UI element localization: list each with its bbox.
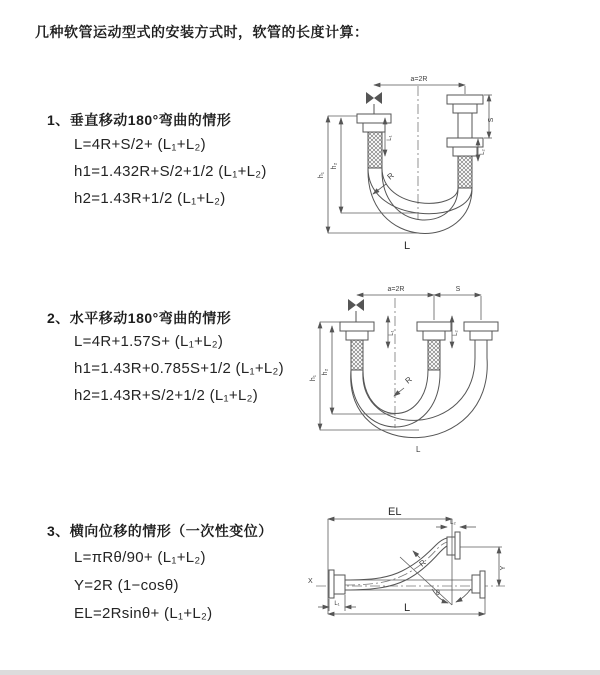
dim-label-span: a=2R xyxy=(387,286,405,293)
dim-label-fitting-left: L₁ xyxy=(334,601,340,607)
dim-label-length: L xyxy=(404,602,411,614)
dim-label-h1: h₁ xyxy=(318,171,325,179)
angle-label: θ xyxy=(436,590,440,597)
dimension-travel-s xyxy=(434,286,481,320)
left-flange xyxy=(329,570,345,598)
section-2-formula-L: L=4R+1.57S+ (L₁+L₂) xyxy=(74,333,224,350)
diagram-lateral-displacement xyxy=(300,495,600,665)
diagram-horizontal-180-bend xyxy=(300,278,600,468)
dim-label-length: L xyxy=(416,445,421,454)
valve-icon xyxy=(366,92,382,104)
dimension-span xyxy=(357,286,434,320)
dim-label-fitting-right: L₂ xyxy=(450,520,456,526)
dimension-el xyxy=(328,506,452,614)
dim-label-travel: S xyxy=(488,117,495,123)
hose-displaced-position xyxy=(345,532,460,590)
dim-label-travel: S xyxy=(455,286,461,293)
valve-icon xyxy=(348,299,364,311)
radius-label: R xyxy=(403,374,414,386)
hose-arcs xyxy=(368,168,472,233)
dim-label-fitting-right: L₂ xyxy=(453,330,459,336)
axis-mark-label: X xyxy=(308,578,313,585)
dimension-length xyxy=(328,598,485,614)
dimension-fitting-right xyxy=(452,316,459,348)
page-title: 几种软管运动型式的安装方式时，软管的长度计算： xyxy=(35,24,369,40)
radius-callout xyxy=(413,551,428,569)
left-pipe-leg xyxy=(340,299,374,370)
section-1-formula-h2: h2=1.43R+1/2 (L₁+L₂) xyxy=(74,190,226,207)
middle-pipe-leg xyxy=(417,322,451,370)
section-3-formula-L: L=πRθ/90+ (L₁+L₂) xyxy=(74,549,206,566)
dim-label-offset: Y xyxy=(500,565,507,571)
section-1-formula-L: L=4R+S/2+ (L₁+L₂) xyxy=(74,136,206,153)
braid-section xyxy=(458,156,472,188)
dim-label-span: a=2R xyxy=(410,76,428,83)
braid-section xyxy=(428,340,440,370)
section-3-formula-Y: Y=2R (1−cosθ) xyxy=(74,577,179,594)
section-2-heading: 2、水平移动180°弯曲的情形 xyxy=(47,310,232,326)
radius-callout xyxy=(394,375,414,396)
dim-label-fitting-left: L₁ xyxy=(387,135,393,141)
radius-label: R xyxy=(385,170,396,182)
left-pipe-leg xyxy=(357,92,391,168)
dim-label-h2: h₂ xyxy=(331,162,338,170)
page-bottom-edge xyxy=(0,670,600,675)
end-flange xyxy=(455,532,460,559)
dim-label-fitting-left: L₁ xyxy=(389,330,395,336)
dimension-travel-s xyxy=(484,95,495,138)
braid-section xyxy=(351,340,363,370)
dimension-span xyxy=(374,76,465,94)
dim-label-length: L xyxy=(404,240,411,252)
dim-label-el: EL xyxy=(388,506,402,518)
diagram-vertical-180-bend xyxy=(308,68,558,268)
dim-label-h2: h₂ xyxy=(322,368,329,376)
section-2-formula-h2: h2=1.43R+S/2+1/2 (L₁+L₂) xyxy=(74,387,259,404)
dimension-fitting-left xyxy=(388,316,395,348)
dimension-fitting-left xyxy=(318,595,356,611)
section-2-formula-h1: h1=1.43R+0.785S+1/2 (L₁+L₂) xyxy=(74,360,284,377)
section-3-formula-EL: EL=2Rsinθ+ (L₁+L₂) xyxy=(74,605,213,622)
hose-arcs xyxy=(351,358,488,438)
section-1-heading: 1、垂直移动180°弯曲的情形 xyxy=(47,112,232,128)
radius-label: R xyxy=(417,557,428,569)
dim-label-fitting-right: L₂ xyxy=(480,149,486,155)
dimension-fitting-right xyxy=(436,520,476,527)
section-3-heading: 3、横向位移的情形（一次性变位） xyxy=(47,523,273,539)
braid-section xyxy=(368,132,382,168)
dim-label-h1: h₁ xyxy=(310,374,317,382)
ghost-flange xyxy=(480,571,485,598)
right-pipe-leg xyxy=(464,322,498,358)
radius-callout xyxy=(373,171,396,194)
section-1-formula-h1: h1=1.432R+S/2+1/2 (L₁+L₂) xyxy=(74,163,267,180)
dimension-fitting-left xyxy=(385,118,393,156)
